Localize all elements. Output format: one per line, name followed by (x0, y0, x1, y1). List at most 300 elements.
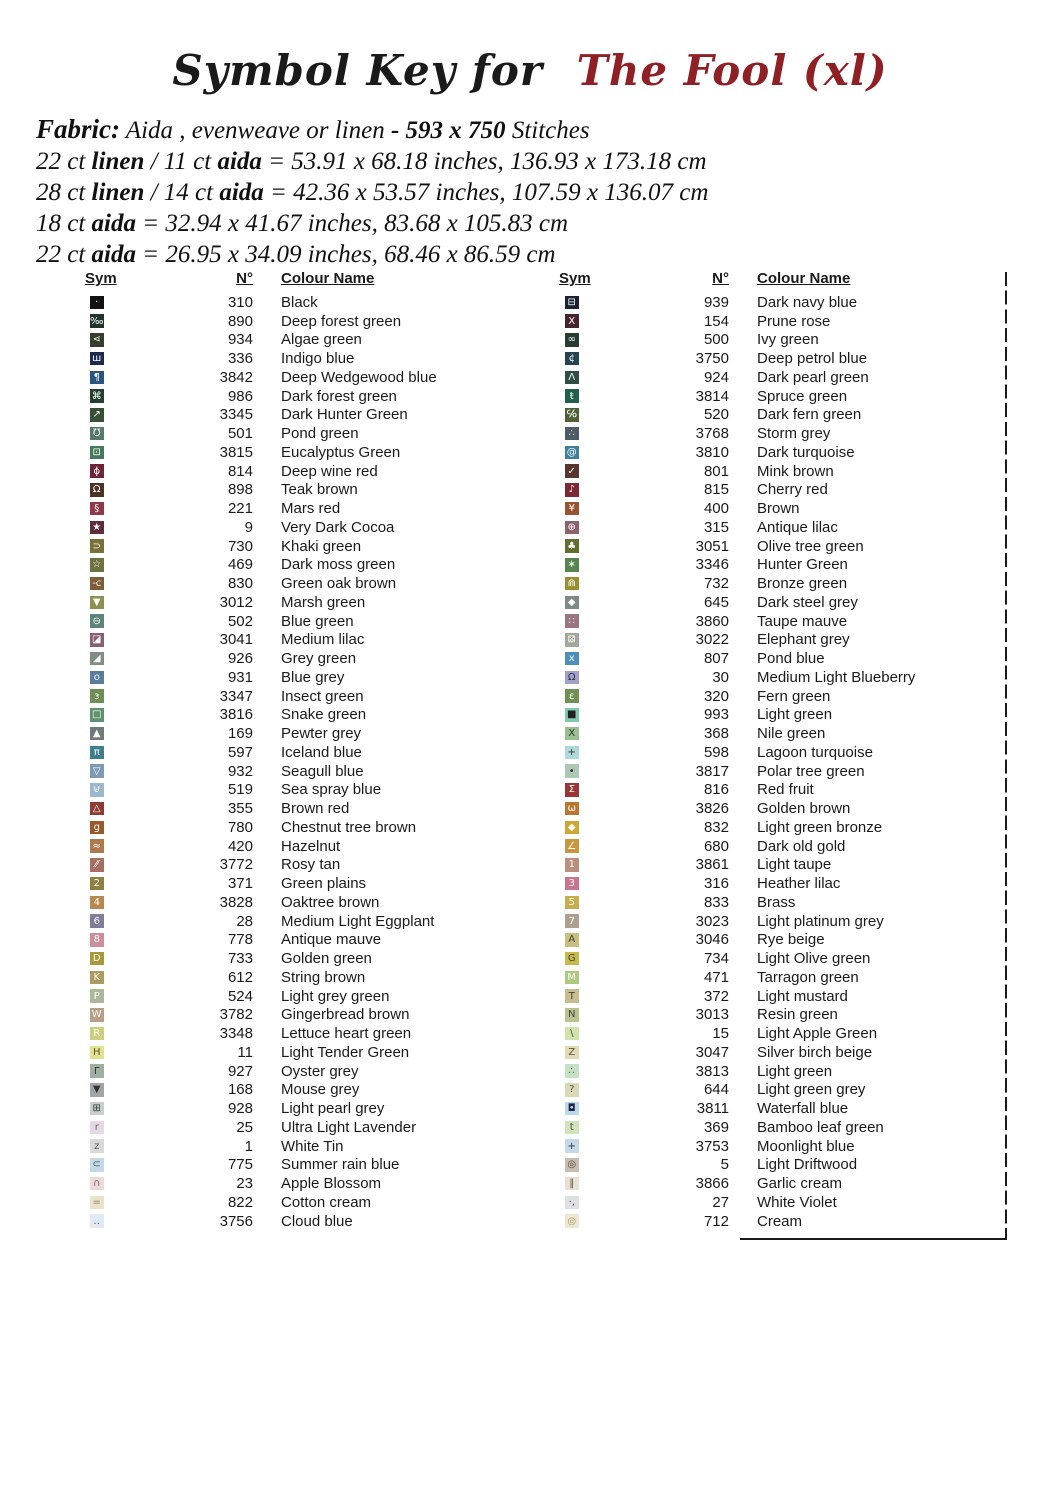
table-row (559, 1137, 1029, 1156)
stitch-symbol-icon: @ (566, 446, 577, 458)
table-row (559, 668, 1029, 687)
table-row (559, 518, 1029, 537)
thread-number: 712 (703, 1212, 729, 1230)
stitch-symbol-icon: 5 (565, 896, 579, 910)
stitch-symbol-icon: ∩ (90, 1177, 104, 1191)
thread-number: 368 (703, 725, 729, 743)
stitch-symbol-icon: ℧ (90, 427, 104, 441)
colour-name: Eucalyptus Green (281, 443, 401, 461)
thread-number: 778 (227, 931, 253, 949)
thread-number: 3814 (695, 387, 729, 405)
table-row (85, 406, 555, 425)
colour-name: Brass (757, 893, 796, 911)
table-row (559, 874, 1029, 893)
stitch-symbol-icon: ⁄⁄ (90, 858, 104, 872)
stitch-symbol-icon: 8 (90, 933, 104, 947)
colour-name: Dark pearl green (757, 368, 869, 386)
colour-name: Pond blue (757, 650, 825, 668)
stitch-symbol-icon: = (90, 1196, 104, 1210)
thread-number: 221 (227, 500, 253, 518)
thread-number: 830 (227, 575, 253, 593)
colour-name: Elephant grey (757, 631, 850, 649)
colour-name: Cloud blue (281, 1212, 353, 1230)
colour-name: Sea spray blue (281, 781, 382, 799)
stitch-symbol-icon: Γ (90, 1064, 104, 1078)
colour-name: Light mustard (757, 987, 848, 1005)
colour-name: Golden brown (757, 800, 851, 818)
table-row (85, 912, 555, 931)
stitch-symbol-icon: ‥ (90, 1214, 104, 1228)
thread-number: 932 (227, 762, 253, 780)
symbol-key-column-right (559, 270, 1029, 1231)
thread-number: 3816 (219, 706, 253, 724)
thread-number: 27 (712, 1193, 729, 1211)
thread-number: 502 (227, 612, 253, 630)
table-right-border-line (1005, 272, 1007, 1239)
table-row (559, 574, 1029, 593)
stitch-symbol-icon: t (565, 1121, 579, 1135)
thread-number: 5 (720, 1156, 729, 1174)
table-row (85, 1212, 555, 1231)
colour-name: Very Dark Cocoa (281, 518, 395, 536)
table-row (85, 743, 555, 762)
table-row (85, 856, 555, 875)
thread-number: 154 (703, 312, 729, 330)
colour-name: Chestnut tree brown (281, 818, 417, 836)
stitch-symbol-icon: P (90, 989, 104, 1003)
thread-number: 807 (703, 650, 729, 668)
fabric-size-line: 28 ct linen / 14 ct aida = 42.36 x 53.57 inches, 107.59 x 136.07 cm (36, 179, 709, 206)
thread-number: 986 (227, 387, 253, 405)
thread-number: 3750 (695, 350, 729, 368)
colour-name: Lettuce heart green (281, 1025, 412, 1043)
table-row (559, 1024, 1029, 1043)
colour-name: Light green (757, 706, 833, 724)
thread-number: 931 (227, 668, 253, 686)
colour-name: Light green grey (757, 1081, 866, 1099)
colour-name: Light green bronze (757, 818, 883, 836)
thread-number: 3346 (695, 556, 729, 574)
stitch-symbol-icon: K (90, 971, 104, 985)
table-row (85, 424, 555, 443)
stitch-symbol-icon: ≈ (90, 839, 104, 853)
table-row (85, 593, 555, 612)
thread-number: 30 (712, 668, 729, 686)
header-number: N° (236, 270, 253, 287)
colour-name: Blue grey (281, 668, 345, 686)
fabric-size-line: Fabric: Aida , evenweave or linen - 593 x 750 Stitches (36, 114, 590, 144)
table-row (85, 762, 555, 781)
table-row (85, 968, 555, 987)
header-sym: Sym (559, 270, 591, 287)
table-row (85, 631, 555, 650)
stitch-symbol-icon: ω (565, 802, 579, 816)
thread-number: 3041 (219, 631, 253, 649)
table-row (85, 649, 555, 668)
thread-number: 680 (703, 837, 729, 855)
colour-name: Green plains (281, 875, 367, 893)
thread-number: 734 (703, 950, 729, 968)
table-row (559, 799, 1029, 818)
stitch-symbol-icon: ∴ (565, 1064, 579, 1078)
thread-number: 501 (227, 425, 253, 443)
thread-number: 3866 (695, 1175, 729, 1193)
table-row (559, 612, 1029, 631)
stitch-symbol-icon: o (90, 671, 104, 685)
table-row (85, 537, 555, 556)
thread-number: 3810 (695, 443, 729, 461)
symbol-key-column-left (85, 270, 555, 1231)
table-row (559, 481, 1029, 500)
thread-number: 3753 (695, 1137, 729, 1155)
table-row (559, 649, 1029, 668)
thread-number: 500 (703, 331, 729, 349)
thread-number: 3046 (695, 931, 729, 949)
table-row (85, 1043, 555, 1062)
stitch-symbol-icon: N (565, 1008, 579, 1022)
colour-name: Cream (757, 1212, 803, 1230)
stitch-symbol-icon: ▼ (90, 1083, 104, 1097)
thread-number: 469 (227, 556, 253, 574)
thread-number: 780 (227, 818, 253, 836)
colour-name: Nile green (757, 725, 826, 743)
table-row (559, 893, 1029, 912)
colour-name: Summer rain blue (281, 1156, 400, 1174)
colour-name: Mars red (281, 500, 341, 518)
colour-name: Olive tree green (757, 537, 864, 555)
stitch-symbol-icon: ⊎ (90, 783, 104, 797)
colour-name: Hazelnut (281, 837, 341, 855)
stitch-symbol-icon: • (565, 764, 579, 778)
stitch-symbol-icon: T (565, 989, 579, 1003)
table-row (559, 968, 1029, 987)
table-row (85, 837, 555, 856)
colour-name: Dark fern green (757, 406, 862, 424)
colour-name: Khaki green (281, 537, 362, 555)
thread-number: 832 (703, 818, 729, 836)
table-row (559, 818, 1029, 837)
stitch-symbol-icon: G (565, 952, 579, 966)
colour-name: Prune rose (757, 312, 831, 330)
colour-name: Dark Hunter Green (281, 406, 408, 424)
thread-number: 898 (227, 481, 253, 499)
colour-name: Algae green (281, 331, 362, 349)
table-row (85, 987, 555, 1006)
table-row (85, 349, 555, 368)
colour-name: Pond green (281, 425, 359, 443)
thread-number: 23 (236, 1175, 253, 1193)
table-rows-right (559, 293, 1029, 1231)
stitch-symbol-icon: g (90, 821, 104, 835)
thread-number: 775 (227, 1156, 253, 1174)
stitch-symbol-icon: ♪ (565, 483, 579, 497)
colour-name: Light Driftwood (757, 1156, 858, 1174)
thread-number: 3022 (695, 631, 729, 649)
thread-number: 924 (703, 368, 729, 386)
stitch-symbol-icon: ▼ (90, 596, 104, 610)
table-row (559, 781, 1029, 800)
thread-number: 336 (227, 350, 253, 368)
thread-number: 15 (712, 1025, 729, 1043)
thread-number: 3860 (695, 612, 729, 630)
table-row (559, 537, 1029, 556)
table-row (559, 293, 1029, 312)
colour-name: Tarragon green (757, 968, 859, 986)
stitch-symbol-icon: Ʌ (565, 371, 579, 385)
stitch-symbol-icon: ☆ (90, 558, 104, 572)
thread-number: 11 (237, 1043, 253, 1061)
thread-number: 372 (703, 987, 729, 1005)
table-row (559, 1099, 1029, 1118)
thread-number: 928 (227, 1100, 253, 1118)
fabric-size-line: 18 ct aida = 32.94 x 41.67 inches, 83.68 x 105.83 cm (36, 210, 569, 237)
colour-name: Ultra Light Lavender (281, 1118, 417, 1136)
thread-number: 3861 (695, 856, 729, 874)
stitch-symbol-icon: ⊠ (565, 633, 579, 647)
table-row (559, 499, 1029, 518)
colour-name: Brown (757, 500, 800, 518)
stitch-symbol-icon: ⊃ (90, 539, 104, 553)
table-row (85, 1081, 555, 1100)
table-row (559, 912, 1029, 931)
thread-number: 3023 (695, 912, 729, 930)
thread-number: 814 (227, 462, 253, 480)
header-number: N° (712, 270, 729, 287)
thread-number: 3828 (219, 893, 253, 911)
header-colour-name: Colour Name (281, 270, 375, 287)
title-prefix: Symbol Key for (172, 46, 544, 95)
thread-number: 3826 (695, 800, 729, 818)
colour-name: Hunter Green (757, 556, 848, 574)
table-row (559, 856, 1029, 875)
colour-name: Garlic cream (757, 1175, 843, 1193)
table-row (559, 987, 1029, 1006)
colour-name: Bamboo leaf green (757, 1118, 884, 1136)
thread-number: 3813 (695, 1062, 729, 1080)
table-row (85, 724, 555, 743)
stitch-symbol-icon: ŧ (565, 389, 579, 403)
stitch-symbol-icon: · (90, 296, 104, 310)
stitch-symbol-icon: ◎ (565, 1158, 579, 1172)
table-row (559, 1043, 1029, 1062)
table-row (85, 499, 555, 518)
colour-name: Dark turquoise (757, 443, 855, 461)
colour-name: Deep forest green (281, 312, 402, 330)
colour-name: Bronze green (757, 575, 848, 593)
thread-number: 598 (703, 743, 729, 761)
stitch-symbol-icon: 3 (565, 877, 579, 891)
thread-number: 3811 (696, 1100, 729, 1118)
thread-number: 733 (227, 950, 253, 968)
colour-name: Ivy green (757, 331, 819, 349)
stitch-symbol-icon: 6 (90, 914, 104, 928)
stitch-symbol-icon: \ (565, 1027, 579, 1041)
stitch-symbol-icon: ∞ (565, 333, 579, 347)
table-row (85, 518, 555, 537)
stitch-symbol-icon: ¶ (90, 371, 104, 385)
table-row (85, 1156, 555, 1175)
table-row (85, 368, 555, 387)
thread-number: 934 (227, 331, 253, 349)
stitch-symbol-icon: ⌘ (91, 390, 102, 402)
table-row (85, 1062, 555, 1081)
table-row (85, 331, 555, 350)
stitch-symbol-icon: ◘ (565, 1102, 579, 1116)
stitch-symbol-icon: ◆ (565, 596, 579, 610)
stitch-symbol-icon: ⋖ (90, 333, 104, 347)
table-row (559, 312, 1029, 331)
table-header (85, 270, 555, 293)
thread-number: 801 (703, 462, 729, 480)
table-row (85, 818, 555, 837)
table-row (559, 443, 1029, 462)
stitch-symbol-icon: ¢ (565, 352, 579, 366)
table-row (559, 387, 1029, 406)
colour-name: Deep wine red (281, 462, 378, 480)
stitch-symbol-icon: § (90, 502, 104, 516)
colour-name: Oyster grey (281, 1062, 359, 1080)
stitch-symbol-icon: ▲ (90, 727, 104, 741)
table-row (559, 1006, 1029, 1025)
thread-number: 3012 (219, 593, 253, 611)
stitch-symbol-icon: ∷ (565, 614, 579, 628)
table-row (85, 1024, 555, 1043)
colour-name: Light Apple Green (757, 1025, 878, 1043)
stitch-symbol-icon: Ω (565, 671, 579, 685)
thread-number: 355 (227, 800, 253, 818)
colour-name: Silver birch beige (757, 1043, 873, 1061)
table-row (559, 762, 1029, 781)
table-row (559, 331, 1029, 350)
stitch-symbol-icon: π (90, 746, 104, 760)
stitch-symbol-icon: ɜ (90, 689, 104, 703)
colour-name: Medium Light Blueberry (757, 668, 916, 686)
colour-name: Green oak brown (281, 575, 397, 593)
stitch-symbol-icon: ℅ (566, 409, 577, 421)
stitch-symbol-icon: ■ (565, 708, 579, 722)
colour-name: Rye beige (757, 931, 825, 949)
table-row (559, 1156, 1029, 1175)
table-row (85, 893, 555, 912)
colour-name: Light grey green (281, 987, 390, 1005)
stitch-symbol-icon: ∠ (565, 839, 579, 853)
table-row (559, 1081, 1029, 1100)
table-row (85, 1193, 555, 1212)
colour-name: Dark old gold (757, 837, 846, 855)
colour-name: Moonlight blue (757, 1137, 855, 1155)
thread-number: 1 (244, 1137, 253, 1155)
colour-name: Light Olive green (757, 950, 871, 968)
stitch-symbol-icon: 7 (565, 914, 579, 928)
fabric-info-block (36, 114, 1026, 270)
thread-number: 28 (236, 912, 253, 930)
stitch-symbol-icon: △ (90, 802, 104, 816)
thread-number: 645 (703, 593, 729, 611)
colour-name: Heather lilac (757, 875, 841, 893)
table-row (559, 1212, 1029, 1231)
table-row (85, 481, 555, 500)
stitch-symbol-icon: M (565, 971, 579, 985)
thread-number: 3817 (695, 762, 729, 780)
table-row (559, 1062, 1029, 1081)
colour-name: Cotton cream (281, 1193, 372, 1211)
thread-number: 3345 (219, 406, 253, 424)
stitch-symbol-icon: -c (90, 577, 104, 591)
stitch-symbol-icon: ◎ (565, 1214, 579, 1228)
thread-number: 644 (703, 1081, 729, 1099)
stitch-symbol-icon: ⊕ (565, 521, 579, 535)
stitch-symbol-icon: z (90, 1139, 104, 1153)
thread-number: 3347 (219, 687, 253, 705)
stitch-symbol-icon: A (565, 933, 579, 947)
colour-name: Rosy tan (281, 856, 341, 874)
thread-number: 927 (227, 1062, 253, 1080)
stitch-symbol-icon: r (90, 1121, 104, 1135)
thread-number: 471 (703, 968, 729, 986)
table-row (85, 1137, 555, 1156)
colour-name: Medium Light Eggplant (281, 912, 435, 930)
thread-number: 369 (703, 1118, 729, 1136)
thread-number: 3842 (219, 368, 253, 386)
stitch-symbol-icon: ϕ (90, 464, 104, 478)
table-row (559, 349, 1029, 368)
stitch-symbol-icon: ⋒ (565, 577, 579, 591)
stitch-symbol-icon: ⊡ (90, 446, 104, 460)
thread-number: 400 (703, 500, 729, 518)
colour-name: Dark steel grey (757, 593, 858, 611)
colour-name: White Tin (281, 1137, 344, 1155)
fabric-size-line: 22 ct linen / 11 ct aida = 53.91 x 68.18 inches, 136.93 x 173.18 cm (36, 148, 707, 175)
stitch-symbol-icon: R (90, 1027, 104, 1041)
thread-number: 316 (703, 875, 729, 893)
fabric-size-line: 22 ct aida = 26.95 x 34.09 inches, 68.46 x 86.59 cm (36, 241, 556, 268)
table-row (85, 312, 555, 331)
colour-name: Light green (757, 1062, 833, 1080)
colour-name: Waterfall blue (757, 1100, 849, 1118)
colour-name: Light Tender Green (281, 1043, 410, 1061)
table-row (85, 1006, 555, 1025)
thread-number: 25 (236, 1118, 253, 1136)
table-row (85, 781, 555, 800)
table-row (559, 1174, 1029, 1193)
stitch-symbol-icon: ▽ (90, 764, 104, 778)
colour-name: Pewter grey (281, 725, 362, 743)
colour-name: Fern green (757, 687, 831, 705)
thread-number: 3768 (695, 425, 729, 443)
table-row (559, 724, 1029, 743)
stitch-symbol-icon: ·, (565, 1196, 579, 1210)
thread-number: 3756 (219, 1212, 253, 1230)
table-row (85, 799, 555, 818)
table-row (559, 931, 1029, 950)
colour-name: Marsh green (281, 593, 366, 611)
table-row (85, 668, 555, 687)
colour-name: Polar tree green (757, 762, 865, 780)
colour-name: Light taupe (757, 856, 832, 874)
table-row (559, 706, 1029, 725)
table-row (559, 424, 1029, 443)
title-pattern-name: The Fool (xl) (576, 46, 888, 95)
colour-name: Mouse grey (281, 1081, 360, 1099)
table-row (559, 1118, 1029, 1137)
table-row (85, 574, 555, 593)
colour-name: Cherry red (757, 481, 828, 499)
table-row (559, 1193, 1029, 1212)
colour-name: Antique mauve (281, 931, 382, 949)
thread-number: 3348 (219, 1025, 253, 1043)
colour-name: Black (281, 293, 318, 311)
stitch-symbol-icon: ∗ (565, 558, 579, 572)
